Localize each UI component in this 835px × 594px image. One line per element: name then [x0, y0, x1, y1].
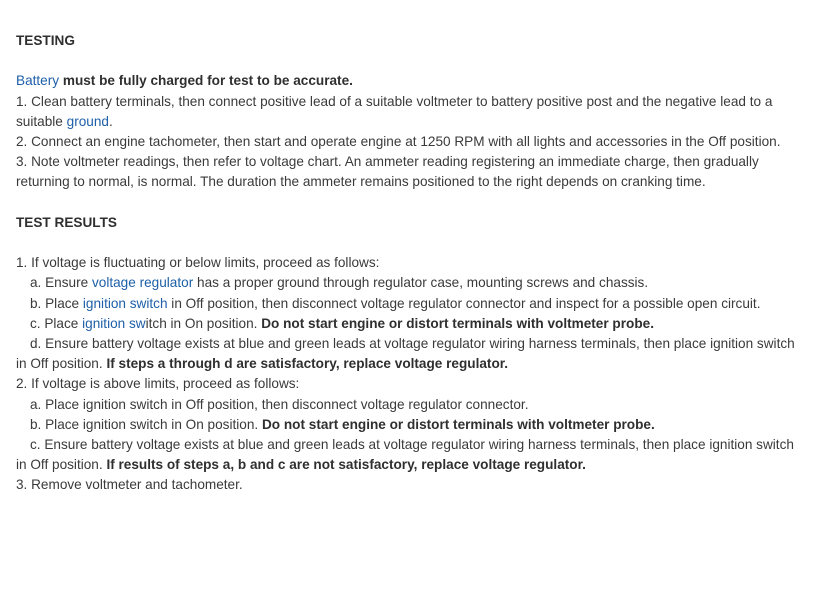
- result-1c-pre: c. Place: [30, 315, 83, 331]
- voltage-regulator-link[interactable]: voltage regulator: [91, 275, 194, 291]
- spacer: [16, 51, 795, 71]
- result-1a: [16, 273, 795, 293]
- result-1a-post: has a proper ground through regulator case, mounting screws and chassis.: [193, 275, 649, 291]
- result-1d-text: d. Ensure battery voltage exists at blue and green leads at voltage regulator wiring harness terminals, then place ignition switch in Off position.: [16, 336, 795, 372]
- result-1b: [16, 294, 795, 314]
- result-2b-bold: Do not start engine or distort terminals with voltmeter probe.: [261, 416, 655, 432]
- result-2a: [16, 395, 795, 415]
- spacer: [16, 193, 795, 213]
- result-1c-post: itch in On position.: [145, 315, 262, 331]
- result-2b-text: b. Place ignition switch in On position.: [30, 416, 262, 432]
- result-1d: [16, 334, 795, 374]
- result-2a-text: a. Place ignition switch in Off position, then disconnect voltage regulator connector.: [30, 396, 529, 412]
- testing-step-3: 3. Note voltmeter readings, then refer to voltage chart. An ammeter reading registering an immediate charge, then gradually returning to normal, is normal. The duration the ammeter remains positioned to the right depends on cranking time.: [16, 154, 759, 190]
- testing-step-1-end: .: [108, 113, 113, 129]
- result-1b-post: in Off position, then disconnect voltage regulator connector and inspect for a possible open circuit.: [167, 295, 761, 311]
- result-1d-bold: If steps a through d are satisfactory, replace voltage regulator.: [106, 356, 509, 372]
- ignition-switch-link[interactable]: ignition switch: [82, 295, 168, 311]
- result-2b: [16, 415, 795, 435]
- result-2c-bold: If results of steps a, b and c are not satisfactory, replace voltage regulator.: [106, 457, 586, 473]
- result-2c-text: c. Ensure battery voltage exists at blue and green leads at voltage regulator wiring harness terminals, then place ignition switch in Off position.: [16, 437, 794, 473]
- result-2: 2. If voltage is above limits, proceed as follows:: [16, 376, 300, 392]
- result-1c-bold: Do not start engine or distort terminals with voltmeter probe.: [261, 315, 654, 331]
- result-1b-pre: b. Place: [30, 295, 83, 311]
- result-1c: [16, 314, 795, 334]
- spacer: [16, 233, 795, 253]
- result-2c: [16, 435, 795, 475]
- testing-step-1: [16, 92, 795, 132]
- battery-link[interactable]: Battery: [16, 73, 60, 89]
- test-results-heading: TEST RESULTS: [16, 214, 117, 230]
- testing-intro: [16, 71, 795, 91]
- testing-step-2: 2. Connect an engine tachometer, then start and operate engine at 1250 RPM with all lights and accessories in the Off position.: [16, 134, 781, 149]
- testing-intro-bold: must be fully charged for test to be accurate.: [59, 73, 353, 89]
- result-3: 3. Remove voltmeter and tachometer.: [16, 477, 243, 493]
- ground-link[interactable]: ground: [66, 113, 109, 129]
- result-1: 1. If voltage is fluctuating or below limits, proceed as follows:: [16, 255, 380, 271]
- testing-heading: TESTING: [16, 33, 75, 48]
- testing-step-1-text: 1. Clean battery terminals, then connect positive lead of a suitable voltmeter to battery positive post and the negative lead to a suitable: [16, 93, 773, 129]
- ignition-switch-link-2[interactable]: ignition sw: [82, 315, 146, 331]
- result-1a-pre: a. Ensure: [30, 275, 92, 291]
